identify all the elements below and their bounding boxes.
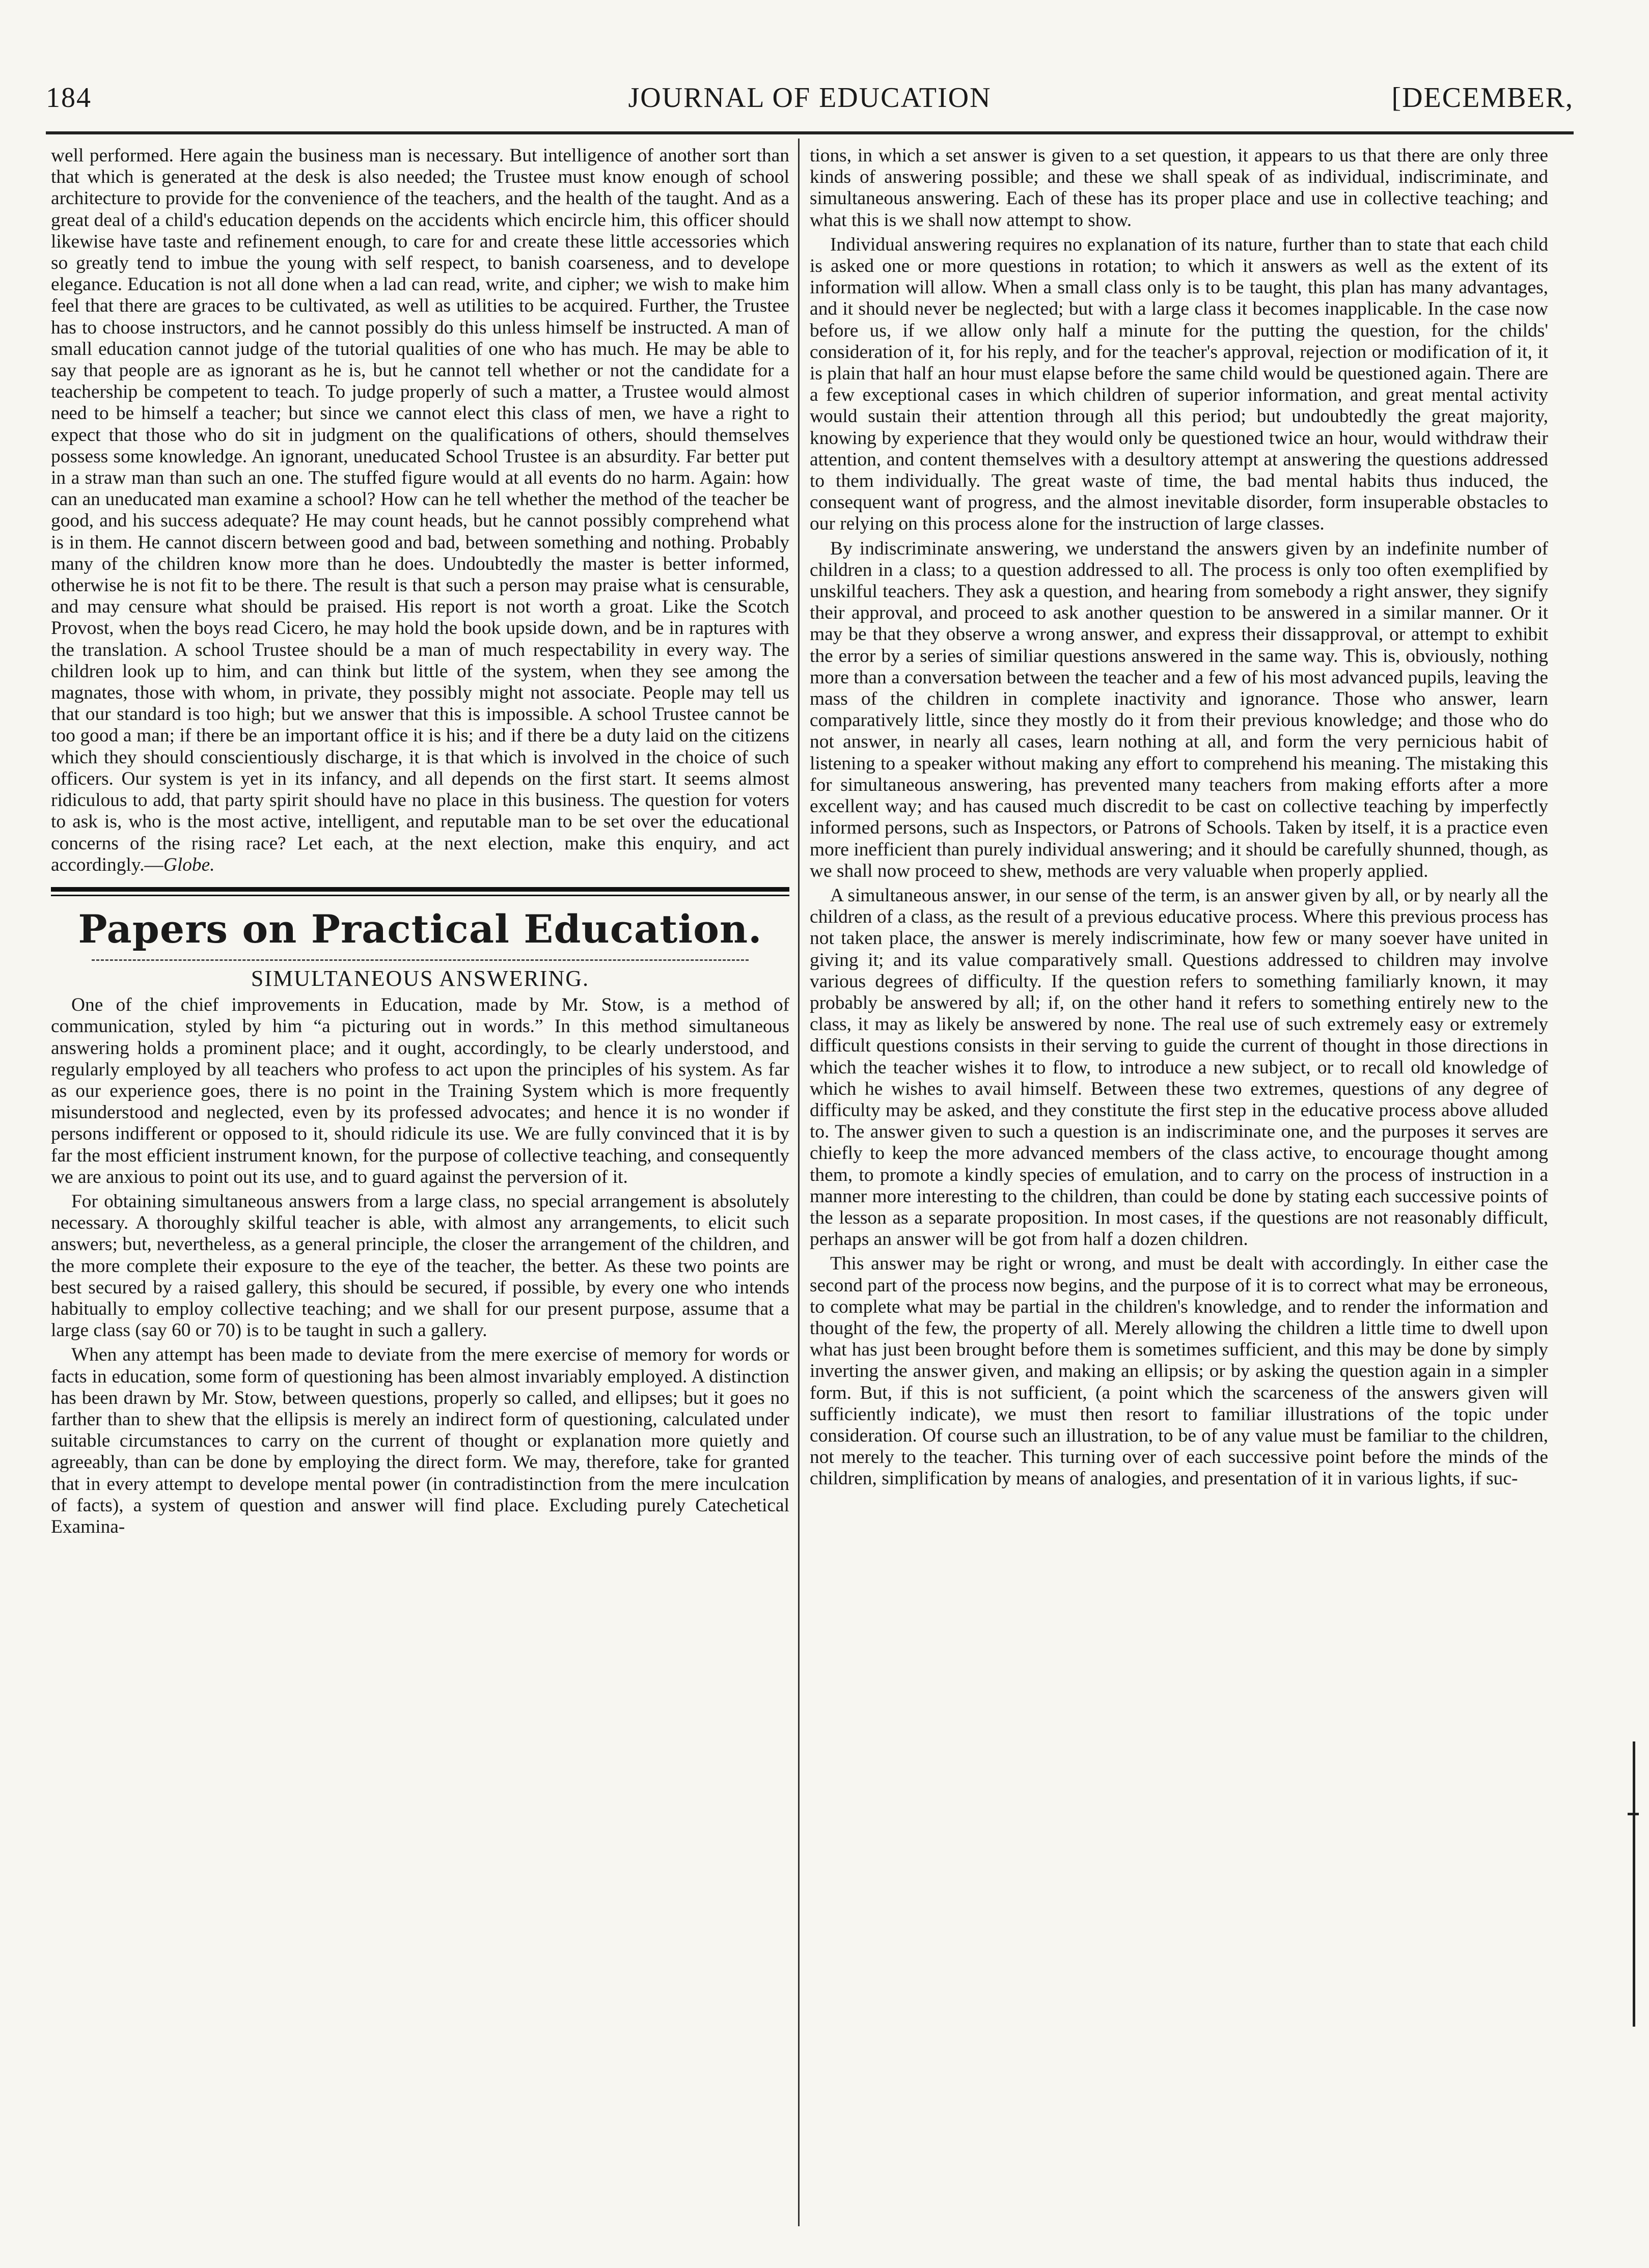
article-paragraph: One of the chief improvements in Education, made by Mr. Stow, is a method of communication, styled by him “a picturing out in words.” In this method simultaneous answering holds a prominent place; and it ought, accordingly, to be clearly understood, and regularly employed by all teachers who profess to act upon the principles of his system. As far as our experience goes, there is no point in the Training System which is more frequently misunderstood and neglected, even by its professed advocates; and hence it is no wonder if persons indifferent or opposed to it, should ridicule its use. We are fully convinced that it is by far the most efficient instrument known, for the purpose of collective teaching, and consequently we are anxious to point out its use, and to guard against the perversion of it. (51, 994, 789, 1187)
section-heading: Papers on Practical Education. (78, 906, 762, 952)
ornamental-rule (92, 959, 749, 961)
source-signature: Globe. (163, 854, 215, 875)
issue-month: [DECEMBER, (1391, 82, 1574, 114)
margin-mark-tick (1628, 1813, 1639, 1815)
article-paragraph: tions, in which a set answer is given to a set question, it appears to us that there are only three kinds of answering possible; and these we shall speak of as individual, indiscriminate, and simultaneous answering. Each of these has its proper place and use in collective teaching; and what this is we shall now attempt to show. (810, 145, 1548, 231)
margin-mark (1633, 1741, 1635, 2027)
thin-rule (51, 895, 789, 896)
continuation-paragraph: well performed. Here again the business man is necessary. But intelligence of another sort than that which is generated at the desk is also needed; the Trustee must know enough of school architecture to provide for the convenience of the teachers, and the health of the taught. And as a great deal of a child's education depends on the accidents which encircle him, this officer should likewise have taste and refinement enough, to care for and create these little accessories which so greatly tend to imbue the young with self respect, to banish coarseness, and to develope elegance. Education is not all done when a lad can read, write, and cipher; we wish to make him feel that there are graces to be cultivated, as well as utilities to be acquired. Further, the Trustee has to choose instructors, and he cannot possibly do this unless himself be instructed. A man of small education cannot judge of the tutorial qualities of one who has much. He may be able to say that people are as ignorant as he is, but he cannot tell whether or not the candidate for a teachership be competent to teach. To judge properly of such a matter, a Trustee would almost need to be himself a teacher; but since we cannot elect this class of men, we have a right to expect that those who do sit in judgment on the qualifications of others, should themselves possess some knowledge. An ignorant, uneducated School Trustee is an absurdity. Far better put in a straw man than such an one. The stuffed figure would at all events do no harm. Again: how can an uneducated man examine a school? How can he tell whether the method of the teacher be good, and his success adequate? He may count heads, but he cannot possibly comprehend what is in them. He cannot discern between good and bad, between something and nothing. Probably many of the children know more than he does. Undoubtedly the master is better informed, otherwise he is not fit to be there. The result is that such a person may praise what is censurable, and may censure what should be praised. His report is not worth a groat. Like the Scotch Provost, when the boys read Cicero, he may hold the book upside down, and be in raptures with the translation. A school Trustee should be a man of much respectability in every way. The children look up to him, and can think but little of the system, when they see among the magnates, those with whom, in private, they possibly might not associate. People may tell us that our standard is too high; but we answer that this is impossible. A school Trustee cannot be too good a man; if there be an important office it is his; and if there be a duty laid on the citizens which they should conscientiously discharge, it is that which is involved in the choice of such officers. Our system is yet in its infancy, and all depends on the first start. It seems almost ridiculous to add, that party spirit should have no place in this business. The question for voters to ask is, who is the most active, intelligent, and reputable man to be set over the educational concerns of the rising race? Let each, at the next election, make this enquiry, and act accordingly.— (51, 145, 789, 875)
left-column (51, 145, 789, 2223)
article-paragraph: For obtaining simultaneous answers from a large class, no special arrangement is absolutely necessary. A thoroughly skilful teacher is able, with almost any arrangements, to elicit such answers; but, nevertheless, as a general principle, the closer the arrangement of the children, and the more complete their exposure to the eye of the teacher, the better. As these two points are best secured by a raised gallery, this should be secured, if possible, by every one who intends habitually to employ collective teaching; and we shall for our present purpose, assume that a large class (say 60 or 70) is to be taught in such a gallery. (51, 1191, 789, 1341)
article-paragraph: A simultaneous answer, in our sense of the term, is an answer given by all, or by nearly all the children of a class, as the result of a previous educative process. Where this previous process has not taken place, the answer is merely indiscriminate, how few or many soever have united in giving it; and its value comparatively small. Questions addressed to children may involve various degrees of difficulty. If the question refers to something familiarly known, it may probably be answered by all; if, on the other hand it refers to something entirely new to the class, it may as likely be answered by none. The real use of such extremely easy or extremely difficult questions consists in their serving to guide the current of thought in those directions in which the teacher wishes it to flow, to introduce a new subject, or to recall old knowledge of which he wishes to avail himself. Between these two extremes, questions of any degree of difficulty may be asked, and they constitute the first step in the educative process above alluded to. The answer given to such a question is an indiscriminate one, and the purposes it serves are chiefly to keep the more advanced members of the class active, to encourage thought among them, to promote a kindly species of emulation, and to carry on the process of instruction in a manner more interesting to the children, than could be done by stating each successive points of the lesson as a separate proposition. In most cases, if the questions are not reasonably difficult, perhaps an answer will be got from half a dozen children. (810, 884, 1548, 1250)
thick-rule (51, 887, 789, 892)
running-header (46, 76, 1574, 132)
section-rules (51, 887, 789, 896)
article-paragraph: By indiscriminate answering, we understand the answers given by an indefinite number of children in a class; to a question addressed to all. The process is only too often exemplified by unskilful teachers. They ask a question, and hearing from somebody a right answer, they signify their approval, and proceed to ask another question to be answered in a similar manner. Or it may be that they observe a wrong answer, and express their dissapproval, or attempt to exhibit the error by a series of similiar questions answered in the same way. This is, obviously, nothing more than a conversation between the teacher and a few of his most advanced pupils, leaving the mass of the children in complete inactivity and ignorance. Those who answer, learn comparatively little, since they mostly do it from their previous knowledge; and those who do not answer, in nearly all cases, learn nothing at all, and form the very pernicious habit of listening to a speaker without making any effort to comprehend his meaning. The mistaking this for simultaneous answering, has prevented many teachers from making efforts after a more excellent way; and has caused much discredit to be cast on collective teaching by imperfectly informed persons, such as Inspectors, or Patrons of Schools. Taken by itself, it is a practice even more inefficient than purely individual answering; and it should be carefully shunned, though, as we shall now proceed to shew, methods are very valuable when properly applied. (810, 538, 1548, 881)
article-paragraph: Individual answering requires no explanation of its nature, further than to state that each child is asked one or more questions in rotation; to which it answers as well as the extent of its information will allow. When a small class only is to be taught, this plan has many advantages, and it should never be neglected; but with a large class it becomes inapplicable. In the case now before us, if we allow only half a minute for the putting the question, for the childs' consideration of it, for his reply, and for the teacher's approval, rejection or modification of it, it is plain that half an hour must elapse before the same child would be questioned again. There are a few exceptional cases in which children of superior information, and great mental activity would sustain their attention through all this period; but undoubtedly the great majority, knowing by experience that they would only be questioned twice an hour, would withdraw their attention, and content themselves with a desultory attempt at answering the questions addressed to them individually. The great waste of time, the bad mental habits thus induced, the consequent want of progress, and the almost inevitable disorder, form insuperable obstacles to our relying on this process alone for the instruction of large classes. (810, 234, 1548, 535)
column-divider (798, 139, 800, 2226)
journal-title: JOURNAL OF EDUCATION (628, 82, 992, 114)
article-continuation-text (51, 145, 789, 876)
right-column (810, 145, 1548, 2223)
article-paragraph: This answer may be right or wrong, and must be dealt with accordingly. In either case the second part of the process now begins, and the purpose of it is to correct what may be erroneous, to complete what may be partial in the children's knowledge, and to render the information and thought of the few, the property of all. Merely allowing the children a little time to dwell upon what has just been brought before them is sometimes sufficient, and this may be done by simply inverting the answer given, and making an ellipsis; or by asking the question again in a simpler form. But, if this is not sufficient, (a point which the scarceness of the answers given will sufficiently indicate), we must then resort to familiar illustrations of the topic under consideration. Of course such an illustration, to be of any value must be familiar to the children, not merely to the teacher. This turning over of each successive point before the minds of the children, simplification by means of analogies, and presentation of it in various lights, if suc- (810, 1253, 1548, 1489)
article-title: SIMULTANEOUS ANSWERING. (251, 965, 590, 991)
page-number: 184 (46, 82, 92, 114)
header-rule (46, 131, 1574, 134)
article-paragraph: When any attempt has been made to deviate from the mere exercise of memory for words or facts in education, some form of questioning has been almost invariably employed. A distinction has been drawn by Mr. Stow, between questions, properly so called, and ellipses; but it goes no farther than to shew that the ellipsis is merely an indirect form of questioning, calculated under suitable circumstances to carry on the current of thought or explanation more quietly and agreeably, than can be done by employing the direct form. We may, therefore, take for granted that in every attempt to develope mental power (in contradistinction from the mere inculcation of facts), a system of question and answer will find place. Excluding purely Catechetical Examina- (51, 1344, 789, 1537)
